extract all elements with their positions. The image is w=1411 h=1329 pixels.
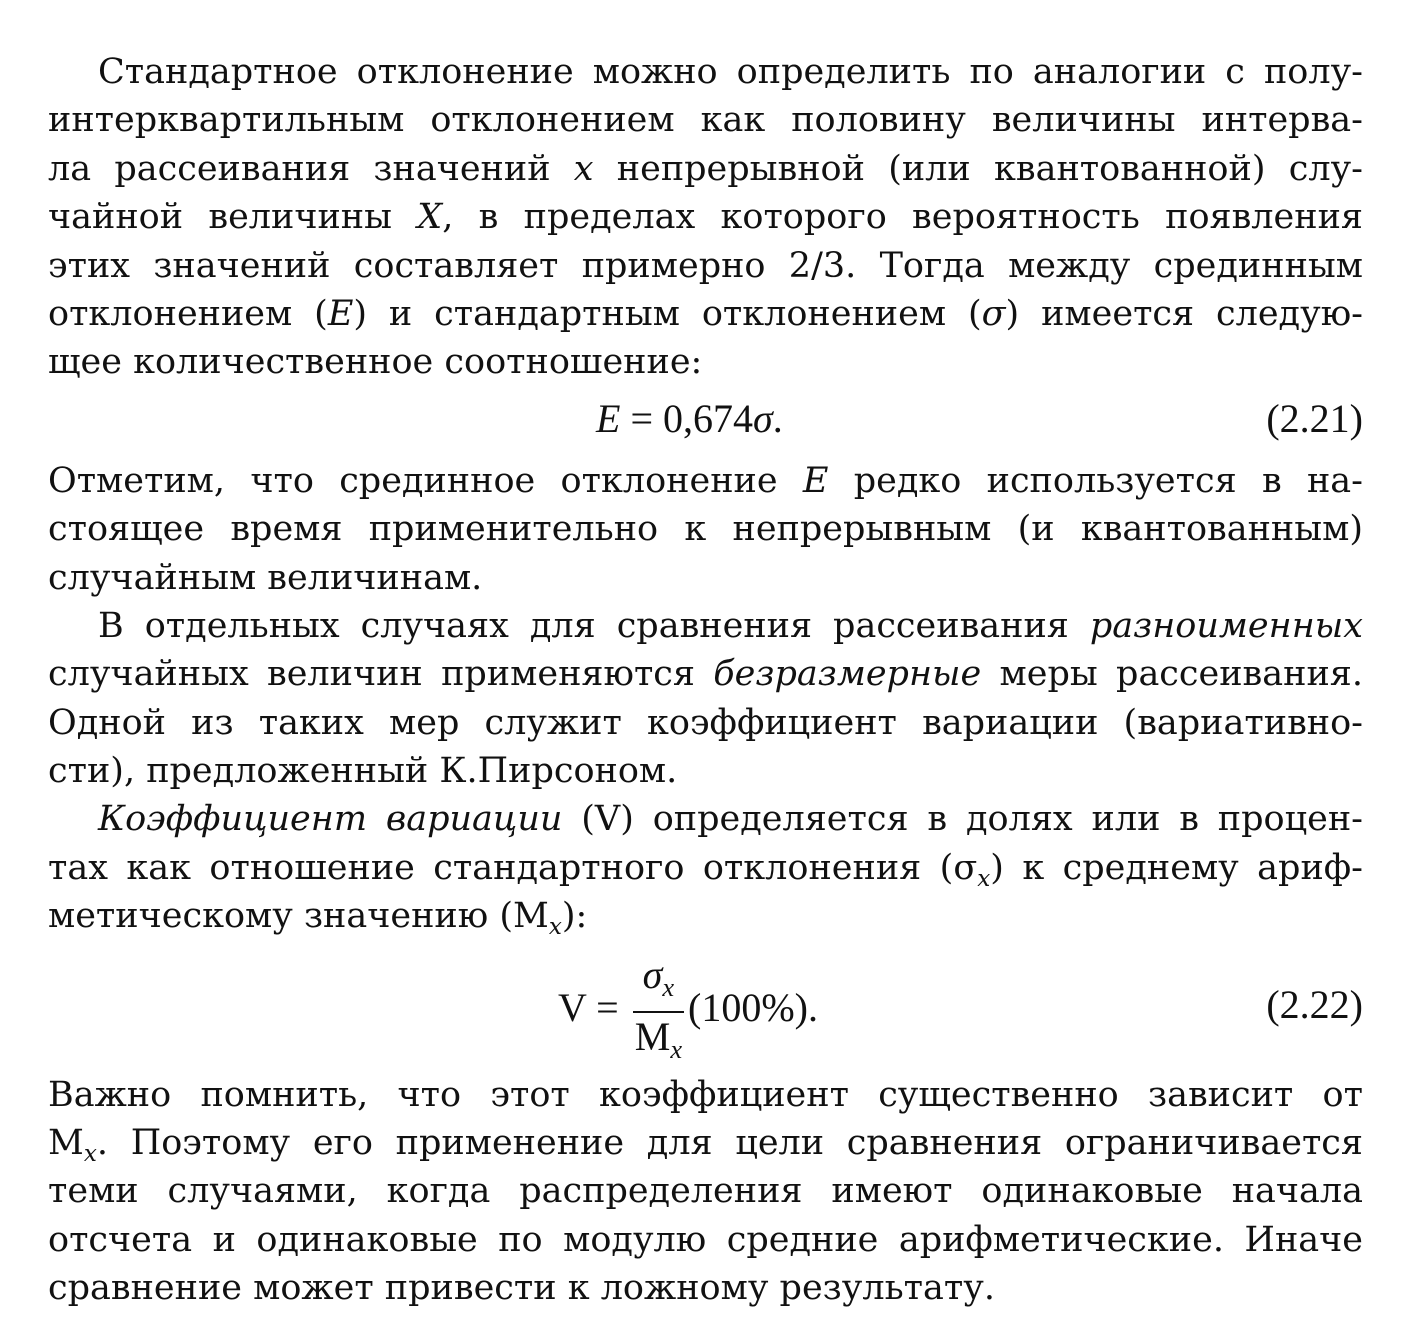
math-E: E — [327, 293, 354, 334]
emphasis: безразмерные — [713, 654, 982, 695]
text-line: теми случаями, когда распределения имеют одинаковые начала — [48, 1171, 1363, 1212]
equation-formula: V = $\frac{\sigma_x}{M_x}$ (100%). — [558, 953, 818, 1071]
equation-number: (2.22) — [1266, 981, 1363, 1027]
text-line: этих значений составляет примерно 2/3. Тогда между срединным — [48, 245, 1363, 286]
paragraph-2 — [48, 457, 1363, 602]
text-line: чайной величины X, в пределах которого вероятность появления — [48, 197, 1363, 238]
text-line: случайным величинам. — [48, 557, 483, 598]
text-line: случайных величин применяются безразмерные меры рассеивания. — [48, 654, 1363, 695]
paragraph-4 — [48, 795, 1363, 940]
paragraph-5 — [48, 1071, 1363, 1313]
emphasis: Коэффициент вариации — [98, 799, 563, 840]
text-line: Стандартное отклонение можно определить по аналогии с полу- — [98, 52, 1363, 92]
text-line: Коэффициент вариации (V) определяется в долях или в процен- — [98, 799, 1363, 840]
text-line: $M_x$. Поэтому его применение для цели сравнения ограничивается — [48, 1123, 1363, 1167]
text-line: щее количественное соотношение: — [48, 342, 703, 383]
text-line: сравнение может привести к ложному результату. — [48, 1268, 995, 1309]
text-line: Отметим, что срединное отклонение E редко используется в на- — [48, 460, 1364, 501]
equation-2-22 — [48, 941, 1363, 1071]
math-sigma: σ — [981, 293, 1006, 334]
text-line: отклонением (E) и стандартным отклонением (σ) имеется следую- — [48, 293, 1364, 334]
math-x: x — [573, 148, 594, 189]
text-line: Одной из таких мер служит коэффициент вариации (вариативно- — [48, 702, 1363, 743]
text-line: метическому значению $(M_x)$: — [48, 896, 588, 941]
equation-number: (2.21) — [1266, 395, 1363, 441]
fraction: $\frac{\sigma_x}{M_x}$ — [634, 951, 683, 1064]
text-line: стоящее время применительно к непрерывным (и квантованным) — [48, 509, 1363, 550]
text-line: отсчета и одинаковые по модулю средние арифметические. Иначе — [48, 1219, 1363, 1260]
text-line: В отдельных случаях для сравнения рассеивания разноименных — [98, 605, 1363, 646]
equation-formula: E = 0,674σ. — [596, 395, 783, 441]
text-line: Важно помнить, что этот коэффициент существенно зависит от — [48, 1074, 1363, 1115]
paragraph-1 — [48, 48, 1363, 387]
equation-2-21 — [48, 387, 1363, 457]
text-line: сти), предложенный К.Пирсоном. — [48, 751, 678, 792]
math-E: E — [802, 460, 829, 501]
text-line: ла рассеивания значений x непрерывной (или квантованной) слу- — [48, 148, 1363, 189]
emphasis: разноименных — [1089, 605, 1363, 646]
math-X: X — [417, 197, 443, 238]
text-line: тах как отношение стандартного отклонения $(\sigma_x)$ к среднему ариф- — [48, 847, 1363, 892]
document-page — [48, 48, 1363, 1313]
paragraph-3 — [48, 602, 1363, 796]
text-line: интерквартильным отклонением как половину величины интерва- — [48, 100, 1363, 141]
